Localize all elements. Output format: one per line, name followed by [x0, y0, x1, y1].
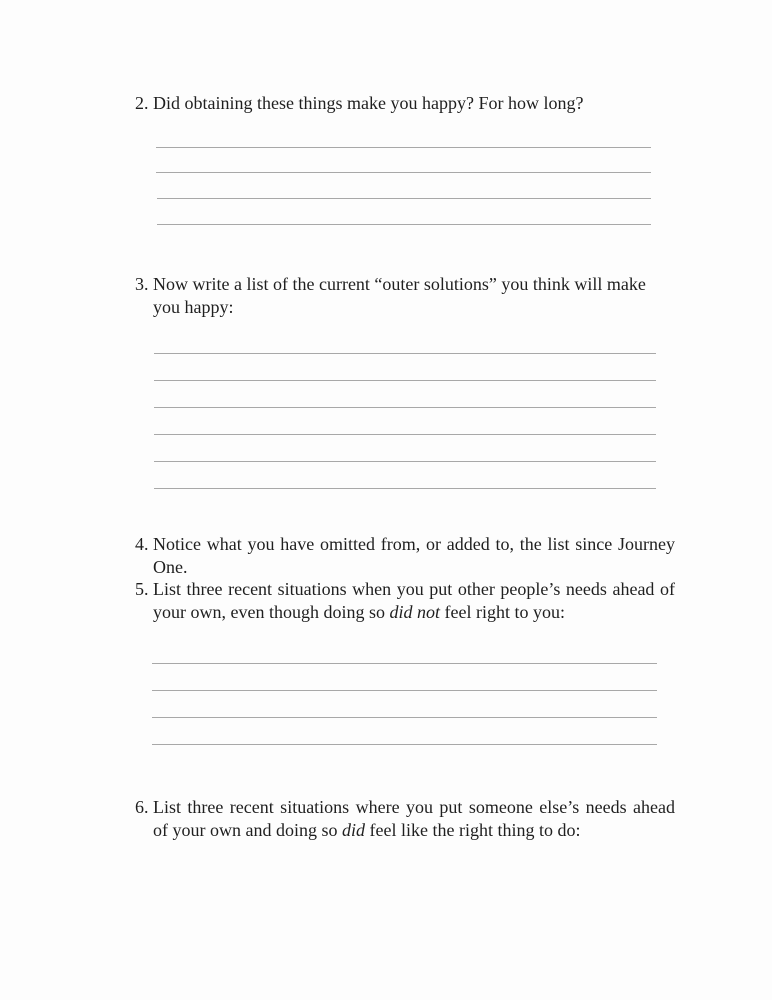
question-text-part: List three recent situations where you put someone else’s needs ahead of your own and doing so	[153, 797, 675, 840]
answer-line[interactable]	[154, 353, 656, 354]
answer-line[interactable]	[152, 744, 657, 745]
answer-line[interactable]	[154, 407, 656, 408]
question-text-emphasis: did	[341, 820, 365, 840]
answer-line[interactable]	[154, 488, 656, 489]
question-text: Did obtaining these things make you happy? For how long?	[153, 93, 584, 113]
question-number: 2.	[135, 93, 149, 113]
question-text-emphasis: did not	[389, 602, 440, 622]
answer-line[interactable]	[154, 461, 656, 462]
answer-line[interactable]	[157, 224, 651, 225]
question-number: 5.	[135, 579, 149, 599]
question-5	[135, 578, 675, 624]
answer-line[interactable]	[156, 172, 651, 173]
answer-line[interactable]	[156, 147, 651, 148]
question-text: Now write a list of the current “outer solutions” you think will make you happy:	[153, 274, 646, 317]
answer-line[interactable]	[152, 663, 657, 664]
question-text	[135, 578, 675, 624]
question-text: Notice what you have omitted from, or added to, the list since Journey One.	[153, 534, 675, 577]
question-text-part: feel like the right thing to do:	[365, 820, 581, 840]
question-text-part: List three recent situations when you put other people’s needs ahead of your own, even though doing so	[153, 579, 675, 622]
answer-line[interactable]	[157, 198, 651, 199]
question-number: 6.	[135, 797, 149, 817]
answer-line[interactable]	[154, 380, 656, 381]
question-text	[135, 796, 675, 842]
question-4	[135, 533, 675, 579]
question-3	[135, 273, 675, 319]
question-number: 4.	[135, 534, 149, 554]
answer-line[interactable]	[152, 690, 657, 691]
question-text-part: feel right to you:	[440, 602, 565, 622]
answer-line[interactable]	[154, 434, 656, 435]
question-6	[135, 796, 675, 842]
answer-line[interactable]	[152, 717, 657, 718]
question-number: 3.	[135, 274, 149, 294]
question-2	[135, 92, 675, 115]
